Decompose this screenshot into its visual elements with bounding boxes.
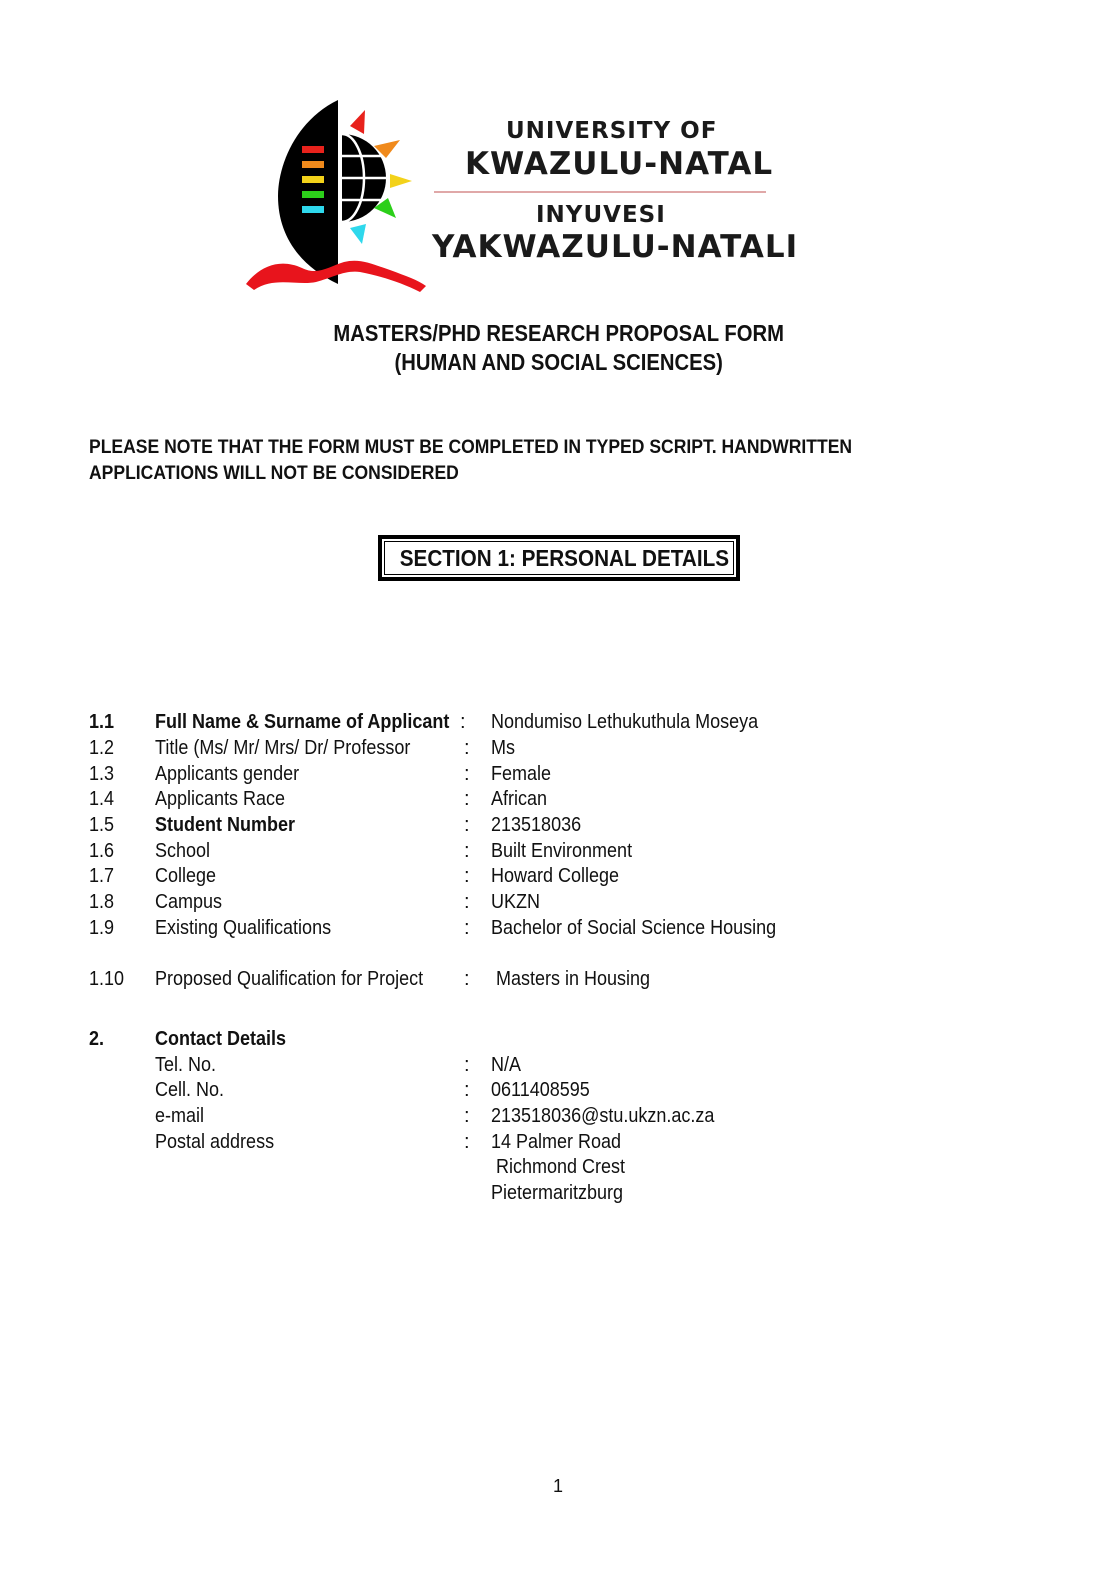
shield-globe-emblem-icon xyxy=(240,96,440,296)
section-number: 2. xyxy=(89,1028,105,1050)
field-number: 1.10 xyxy=(89,968,125,990)
field-label: Cell. No. xyxy=(155,1079,225,1101)
field-number: 1.4 xyxy=(89,788,115,810)
field-label: Full Name & Surname of Applicant xyxy=(155,711,450,733)
field-number: 1.3 xyxy=(89,763,115,785)
field-label: Proposed Qualification for Project xyxy=(155,968,424,990)
field-number: 1.1 xyxy=(89,711,115,733)
section-1-heading: SECTION 1: PERSONAL DETAILS xyxy=(399,545,730,571)
field-value-title: Ms xyxy=(491,737,516,759)
postal-address-line3-row xyxy=(0,1182,1117,1208)
field-colon: : xyxy=(464,814,470,836)
field-number: 1.9 xyxy=(89,917,115,939)
field-colon: : xyxy=(464,840,470,862)
field-colon: : xyxy=(464,968,470,990)
field-label: Postal address xyxy=(155,1131,275,1153)
field-row-title xyxy=(0,737,1117,763)
field-number: 1.2 xyxy=(89,737,115,759)
page-number: 1 xyxy=(553,1476,564,1496)
field-value-proposed-qualification: Masters in Housing xyxy=(496,968,651,990)
field-label: e-mail xyxy=(155,1105,205,1127)
field-value-existing-qualifications: Bachelor of Social Science Housing xyxy=(491,917,777,939)
field-label: Existing Qualifications xyxy=(155,917,332,939)
field-colon: : xyxy=(464,1079,470,1101)
field-label: School xyxy=(155,840,211,862)
field-value-campus: UKZN xyxy=(491,891,541,913)
field-colon: : xyxy=(464,891,470,913)
logo-text-inyuvesi: INYUVESI xyxy=(536,202,666,228)
section-1-heading-box xyxy=(378,535,740,581)
field-value-postal-address-line3: Pietermaritzburg xyxy=(491,1182,624,1204)
typed-script-notice-line2: APPLICATIONS WILL NOT BE CONSIDERED xyxy=(89,462,459,484)
field-label: Applicants Race xyxy=(155,788,286,810)
form-title: MASTERS/PHD RESEARCH PROPOSAL FORM xyxy=(333,320,784,346)
field-row-race xyxy=(0,788,1117,814)
university-logo xyxy=(240,96,799,296)
field-label: College xyxy=(155,865,217,887)
field-colon: : xyxy=(464,1105,470,1127)
field-value-cell: 0611408595 xyxy=(491,1079,590,1101)
logo-text-university-of: UNIVERSITY OF xyxy=(506,118,718,144)
field-value-postal-address-line2: Richmond Crest xyxy=(496,1156,626,1178)
postal-address-line2-row xyxy=(0,1156,1117,1182)
field-value-race: African xyxy=(491,788,548,810)
field-row-email xyxy=(0,1105,1117,1131)
field-row-tel xyxy=(0,1054,1117,1080)
field-row-campus xyxy=(0,891,1117,917)
field-row-existing-qualifications xyxy=(0,917,1117,943)
field-value-gender: Female xyxy=(491,763,552,785)
logo-divider xyxy=(434,191,766,193)
field-label: Campus xyxy=(155,891,223,913)
field-colon: : xyxy=(464,737,470,759)
field-label: Applicants gender xyxy=(155,763,300,785)
field-number: 1.7 xyxy=(89,865,115,887)
field-number: 1.5 xyxy=(89,814,115,836)
field-label: Student Number xyxy=(155,814,296,836)
field-colon: : xyxy=(464,865,470,887)
field-row-cell xyxy=(0,1079,1117,1105)
field-number: 1.8 xyxy=(89,891,115,913)
field-number: 1.6 xyxy=(89,840,115,862)
field-row-school xyxy=(0,840,1117,866)
contact-details-heading: Contact Details xyxy=(155,1028,287,1050)
field-row-student-number xyxy=(0,814,1117,840)
field-row-postal-address xyxy=(0,1131,1117,1157)
logo-text-kwazulu-natal: KWAZULU-NATAL xyxy=(465,146,774,182)
field-label: Title (Ms/ Mr/ Mrs/ Dr/ Professor xyxy=(155,737,411,759)
field-value-student-number: 213518036 xyxy=(491,814,582,836)
field-colon: : xyxy=(464,763,470,785)
field-value-tel: N/A xyxy=(491,1054,522,1076)
logo-text-yakwazulu-natali: YAKWAZULU-NATALI xyxy=(432,229,799,265)
field-colon: : xyxy=(464,1131,470,1153)
field-row-full-name xyxy=(0,711,1117,737)
field-row-college xyxy=(0,865,1117,891)
field-colon: : xyxy=(464,788,470,810)
field-row-gender xyxy=(0,763,1117,789)
field-colon: : xyxy=(464,917,470,939)
form-subtitle: (HUMAN AND SOCIAL SCIENCES) xyxy=(394,349,723,375)
field-colon: : xyxy=(460,711,466,733)
field-value-email: 213518036@stu.ukzn.ac.za xyxy=(491,1105,715,1127)
field-value-college: Howard College xyxy=(491,865,620,887)
field-row-proposed-qualification xyxy=(0,968,1117,994)
contact-details-heading-row xyxy=(0,1028,1117,1054)
field-label: Tel. No. xyxy=(155,1054,217,1076)
field-value-school: Built Environment xyxy=(491,840,633,862)
field-value-postal-address-line1: 14 Palmer Road xyxy=(491,1131,622,1153)
typed-script-notice-line1: PLEASE NOTE THAT THE FORM MUST BE COMPLETED IN TYPED SCRIPT. HANDWRITTEN xyxy=(89,436,853,458)
field-value-full-name: Nondumiso Lethukuthula Moseya xyxy=(491,711,759,733)
field-colon: : xyxy=(464,1054,470,1076)
